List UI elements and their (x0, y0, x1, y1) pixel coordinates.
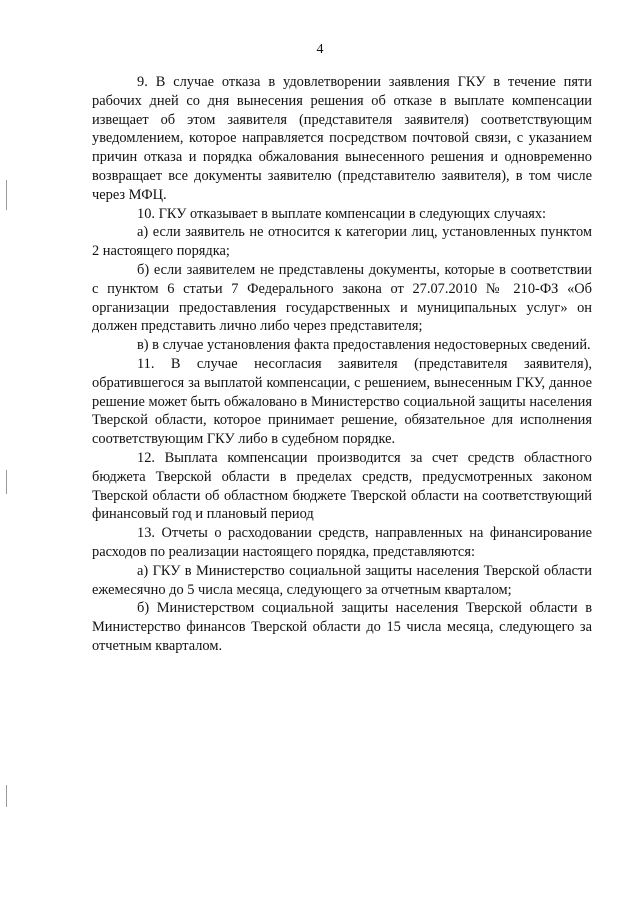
paragraph-9: 9. В случае отказа в удовлетворении заявления ГКУ в течение пяти рабочих дней со дня вынесения решения об отказе в выплате компенсации извещает об этом заявителя (представителя заявителя) соответствующим уведомлением, которое направляется посредством почтовой связи, с указанием причин отказа и порядка обжалования вынесенного решения и одновременно возвращает все документы заявителю (представителю заявителя), в том числе через МФЦ. (92, 74, 592, 203)
paragraph-11: 11. В случае несогласия заявителя (представителя заявителя), обратившегося за выплатой компенсации, с решением, вынесенным ГКУ, данное решение может быть обжаловано в Министерство социальной защиты населения Тверской области, которое принимает решение, обязательное для исполнения соответствующим ГКУ либо в судебном порядке. (92, 355, 592, 448)
paragraph-12: 12. Выплата компенсации производится за счет средств областного бюджета Тверской области в пределах средств, предусмотренных законом Тверской области об областном бюджете Тверской области на соответствующий финансовый год и плановый период (92, 449, 592, 523)
scan-margin-mark (6, 785, 7, 807)
page-number: 4 (316, 42, 324, 57)
document-body (92, 73, 592, 656)
paragraph-10-b: б) если заявителем не представлены документы, которые в соответствии с пунктом 6 статьи 7 Федерального закона от 27.07.2010 № 210-ФЗ «Об организации предоставления государственных и муниципальных услуг» он должен представить лично либо через представителя; (92, 261, 592, 335)
paragraph-13-b: б) Министерством социальной защиты населения Тверской области в Министерство финансов Тверской области до 15 числа месяца, следующего за отчетным кварталом. (92, 600, 592, 654)
paragraph-10: 10. ГКУ отказывает в выплате компенсации в следующих случаях: (137, 205, 547, 222)
scan-margin-mark (6, 470, 7, 494)
paragraph-13: 13. Отчеты о расходовании средств, направленных на финансирование расходов по реализации настоящего порядка, представляются: (92, 525, 592, 560)
scan-margin-mark (6, 180, 7, 210)
paragraph-13-a: а) ГКУ в Министерство социальной защиты населения Тверской области ежемесячно до 5 числа месяца, следующего за отчетным кварталом; (92, 562, 592, 598)
paragraph-10-v: в) в случае установления факта предоставления недостоверных сведений. (137, 337, 591, 354)
paragraph-10-a: а) если заявитель не относится к категории лиц, установленных пунктом 2 настоящего порядка; (92, 224, 592, 260)
